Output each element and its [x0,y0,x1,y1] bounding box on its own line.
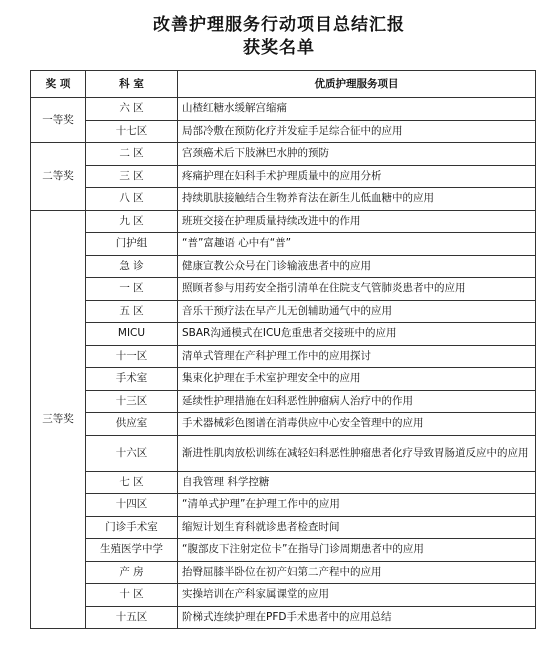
header-award: 奖 项 [31,71,86,98]
table-row [31,413,536,436]
department-cell: 二 区 [86,143,178,166]
department-cell: 急 诊 [86,255,178,278]
project-cell: 手术器械彩色图谱在消毒供应中心安全管理中的应用 [178,413,536,436]
document-subtitle: 获奖名单 [243,38,315,58]
department-cell: 门诊手术室 [86,516,178,539]
project-cell: SBAR沟通模式在ICU危重患者交接班中的应用 [178,323,536,346]
project-cell: 健康宣教公众号在门诊输液患者中的应用 [178,255,536,278]
department-cell: 产 房 [86,561,178,584]
table-row [31,188,536,211]
department-cell: 十 区 [86,584,178,607]
table-row [31,390,536,413]
project-cell: 延续性护理措施在妇科恶性肿瘤病人治疗中的作用 [178,390,536,413]
project-cell: “腹部皮下注射定位卡”在指导门诊周期患者中的应用 [178,539,536,562]
table-row [31,494,536,517]
document-title: 改善护理服务行动项目总结汇报 [153,15,405,35]
department-cell: 十五区 [86,606,178,629]
department-cell: 手术室 [86,368,178,391]
department-cell: 十一区 [86,345,178,368]
table-row [31,278,536,301]
table-row [31,210,536,233]
project-cell: 实操培训在产科家属课堂的应用 [178,584,536,607]
project-cell: 缩短计划生育科就诊患者检查时间 [178,516,536,539]
award-cell: 二等奖 [31,143,86,211]
table-row [31,98,536,121]
table-body [31,98,536,629]
project-cell: 局部冷敷在预防化疗并发症手足综合征中的应用 [178,120,536,143]
department-cell: 十七区 [86,120,178,143]
table-row [31,561,536,584]
project-cell: “普”富趣语 心中有“普” [178,233,536,256]
department-cell: 五 区 [86,300,178,323]
project-cell: 持续肌肤接触结合生物养育法在新生儿低血糖中的应用 [178,188,536,211]
table-header-row [31,71,536,98]
table-row [31,584,536,607]
project-cell: “清单式护理”在护理工作中的应用 [178,494,536,517]
award-cell: 一等奖 [31,98,86,143]
department-cell: 生殖医学中学 [86,539,178,562]
project-cell: 疼痛护理在妇科手术护理质量中的应用分析 [178,165,536,188]
project-cell: 音乐干预疗法在早产儿无创辅助通气中的应用 [178,300,536,323]
awards-table [30,70,536,629]
department-cell: 九 区 [86,210,178,233]
project-cell: 抬臀屈膝半卧位在初产妇第二产程中的应用 [178,561,536,584]
table-row [31,120,536,143]
department-cell: 十四区 [86,494,178,517]
table-row [31,606,536,629]
project-cell: 自我管理 科学控糖 [178,471,536,494]
header-department: 科 室 [86,71,178,98]
table-row [31,165,536,188]
department-cell: MICU [86,323,178,346]
department-cell: 门护组 [86,233,178,256]
table-row [31,539,536,562]
header-project: 优质护理服务项目 [178,71,536,98]
table-row [31,368,536,391]
table-row [31,435,536,471]
project-cell: 宫颈癌术后下肢淋巴水肿的预防 [178,143,536,166]
project-cell: 照顾者参与用药安全指引清单在住院支气管肺炎患者中的应用 [178,278,536,301]
department-cell: 十三区 [86,390,178,413]
table-row [31,516,536,539]
department-cell: 供应室 [86,413,178,436]
award-cell: 三等奖 [31,210,86,629]
table-row [31,471,536,494]
table-row [31,255,536,278]
table-row [31,233,536,256]
project-cell: 阶梯式连续护理在PFD手术患者中的应用总结 [178,606,536,629]
table-row [31,300,536,323]
table-row [31,323,536,346]
department-cell: 八 区 [86,188,178,211]
project-cell: 山楂红糖水缓解宫缩痛 [178,98,536,121]
project-cell: 清单式管理在产科护理工作中的应用探讨 [178,345,536,368]
department-cell: 一 区 [86,278,178,301]
department-cell: 六 区 [86,98,178,121]
department-cell: 七 区 [86,471,178,494]
project-cell: 班班交接在护理质量持续改进中的作用 [178,210,536,233]
department-cell: 十六区 [86,435,178,471]
project-cell: 集束化护理在手术室护理安全中的应用 [178,368,536,391]
table-row [31,345,536,368]
table-row [31,143,536,166]
project-cell: 渐进性肌肉放松训练在减轻妇科恶性肿瘤患者化疗导致胃肠道反应中的应用 [178,435,536,471]
department-cell: 三 区 [86,165,178,188]
